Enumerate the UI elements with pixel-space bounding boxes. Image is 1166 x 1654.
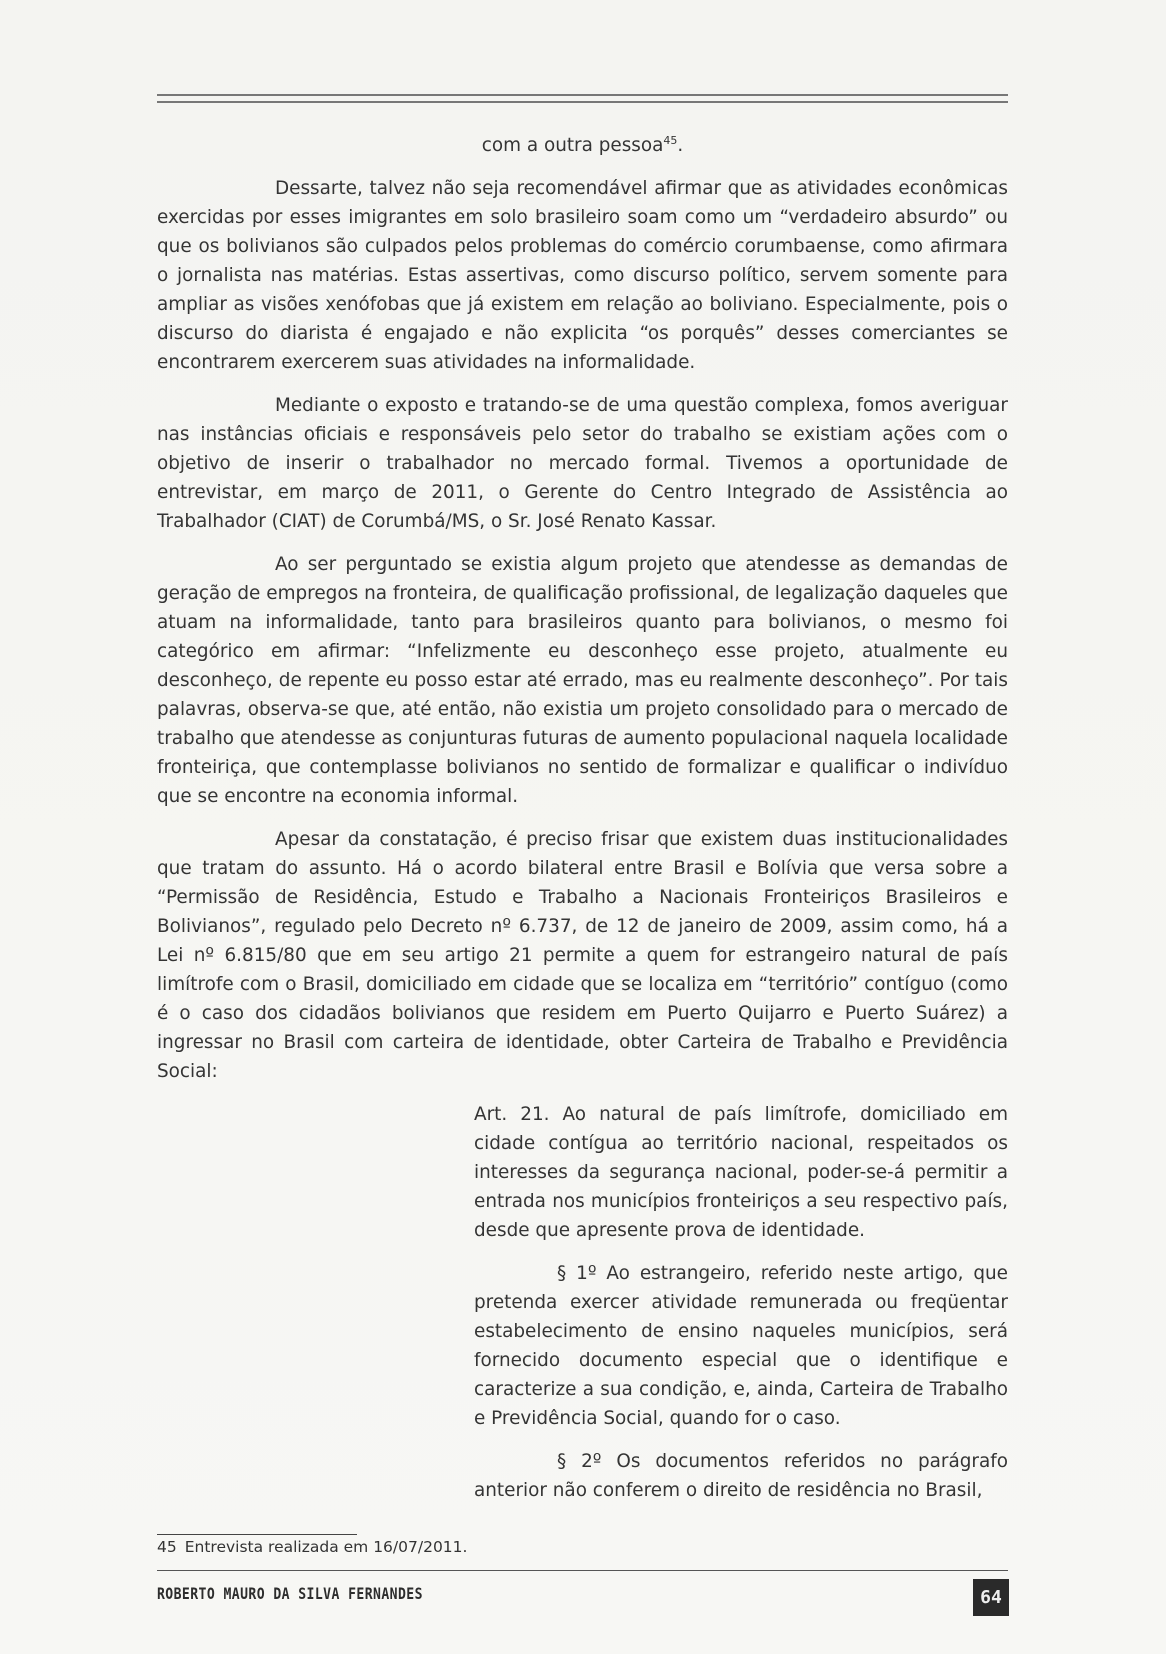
paragraph-1: Dessarte, talvez não seja recomendável afirmar que as atividades econômicas exercidas por esses imigrantes em solo brasileiro soam como um “verdadeiro absurdo” ou que os bolivianos são culpados pelos problemas do comércio corumbaense, como afirmara o jornalista nas matérias. Estas assertivas, como discurso político, servem somente para ampliar as visões xenófobas que já existem em relação ao boliviano. Especialmente, pois o discurso do diarista é engajado e não explicita “os porquês” desses comerciantes se encontrarem exercerem suas atividades na informalidade.: [157, 178, 1008, 373]
footer-rule: [157, 1570, 1008, 1571]
footnote: [157, 1538, 467, 1556]
footnote-separator: [157, 1534, 357, 1535]
quote-article-21: Art. 21. Ao natural de país limítrofe, domiciliado em cidade contígua ao território nacional, respeitados os interesses da segurança nacional, poder-se-á permitir a entrada nos municípios fronteiriços a seu respectivo país, desde que apresente prova de identidade.: [474, 1104, 1008, 1241]
footnote-text: Entrevista realizada em 16/07/2011.: [184, 1538, 468, 1556]
page-number: 64: [973, 1579, 1009, 1616]
paragraph-2: Mediante o exposto e tratando-se de uma questão complexa, fomos averiguar nas instâncias oficiais e responsáveis pelo setor do trabalho se existiam ações com o objetivo de inserir o trabalhador no mercado formal. Tivemos a oportunidade de entrevistar, em março de 2011, o Gerente do Centro Integrado de Assistência ao Trabalhador (CIAT) de Corumbá/MS, o Sr. José Renato Kassar.: [157, 395, 1008, 532]
continued-end: .: [677, 135, 684, 156]
footer-author: ROBERTO MAURO DA SILVA FERNANDES: [157, 1584, 423, 1603]
footnote-number: 45: [157, 1538, 177, 1556]
header-double-rule: [157, 94, 1008, 103]
quote-paragraph-2: § 2º Os documentos referidos no parágrafo anterior não conferem o direito de residência no Brasil,: [474, 1451, 1008, 1501]
footnote-reference: 45: [663, 133, 678, 147]
body-text: [157, 131, 1008, 1519]
continued-text: com a outra pessoa: [481, 135, 664, 156]
block-quote: [474, 1100, 1008, 1505]
paragraph-4: Apesar da constatação, é preciso frisar que existem duas institucionalidades que tratam do assunto. Há o acordo bilateral entre Brasil e Bolívia que versa sobre a “Permissão de Residência, Estudo e Trabalho a Nacionais Fronteiriços Brasileiros e Bolivianos”, regulado pelo Decreto nº 6.737, de 12 de janeiro de 2009, assim como, há a Lei nº 6.815/80 que em seu artigo 21 permite a quem for estrangeiro natural de país limítrofe com o Brasil, domiciliado em cidade que se localiza em “território” contíguo (como é o caso dos cidadãos bolivianos que residem em Puerto Quijarro e Puerto Suárez) a ingressar no Brasil com carteira de identidade, obter Carteira de Trabalho e Previdência Social:: [157, 829, 1008, 1082]
continued-line: [157, 131, 1008, 160]
paragraph-3: Ao ser perguntado se existia algum projeto que atendesse as demandas de geração de empregos na fronteira, de qualificação profissional, de legalização daqueles que atuam na informalidade, tanto para brasileiros quanto para bolivianos, o mesmo foi categórico em afirmar: “Infelizmente eu desconheço esse projeto, atualmente eu desconheço, de repente eu posso estar até errado, mas eu realmente desconheço”. Por tais palavras, observa-se que, até então, não existia um projeto consolidado para o mercado de trabalho que atendesse as conjunturas futuras de aumento populacional naquela localidade fronteiriça, que contemplasse bolivianos no sentido de formalizar e qualificar o indivíduo que se encontre na economia informal.: [157, 554, 1008, 807]
quote-paragraph-1: § 1º Ao estrangeiro, referido neste artigo, que pretenda exercer atividade remunerada ou freqüentar estabelecimento de ensino naqueles municípios, será fornecido documento especial que o identifique e caracterize a sua condição, e, ainda, Carteira de Trabalho e Previdência Social, quando for o caso.: [474, 1263, 1008, 1429]
